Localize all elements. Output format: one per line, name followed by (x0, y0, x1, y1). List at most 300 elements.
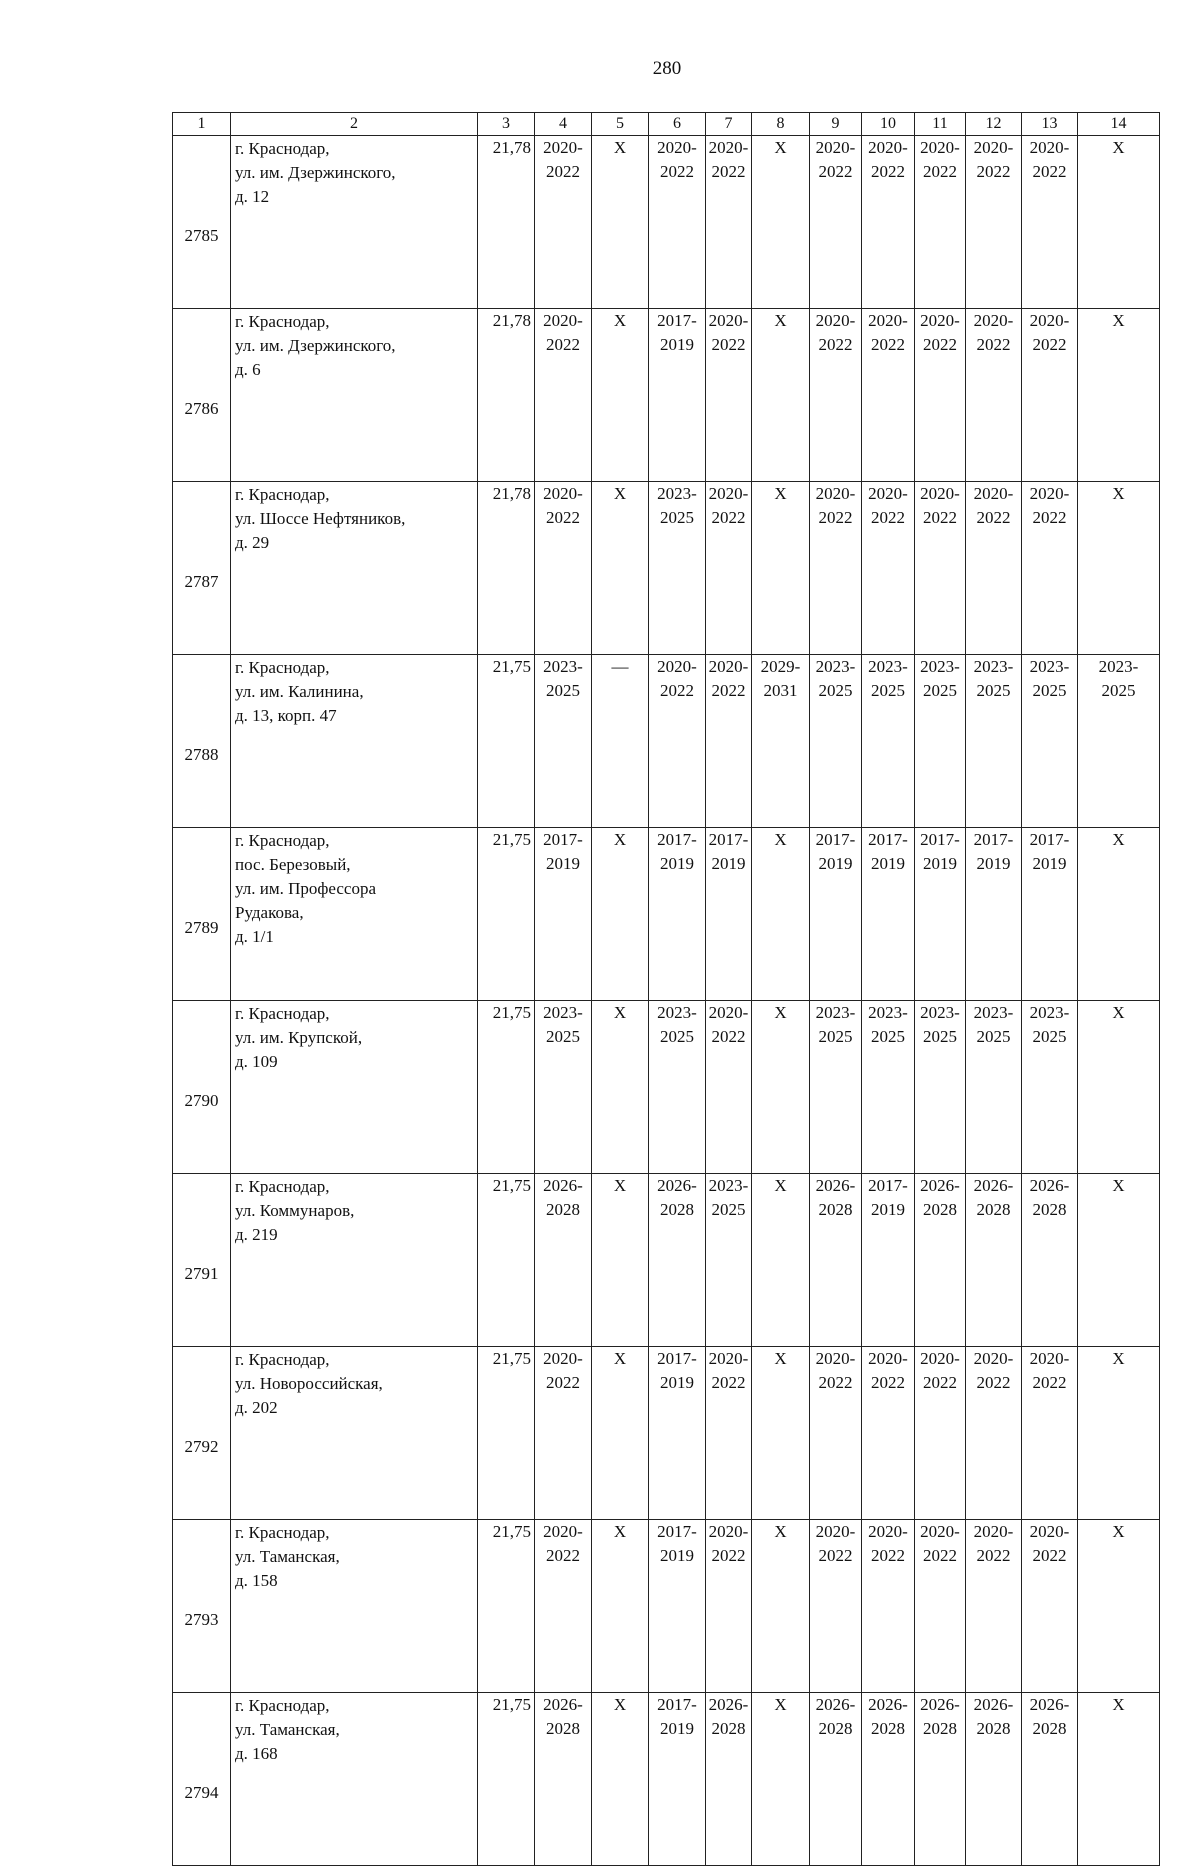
period-line: 2022 (976, 508, 1011, 527)
address-line: д. 168 (235, 1744, 278, 1763)
address-cell (231, 1520, 478, 1693)
period-line: 2022 (976, 335, 1011, 354)
period-line: 2026- (1029, 1176, 1070, 1195)
row-number: 2785 (173, 136, 231, 309)
period-line: 2017- (815, 830, 856, 849)
period-cell (535, 1001, 592, 1174)
row-number: 2792 (173, 1347, 231, 1520)
mark-cell (592, 309, 649, 482)
period-line: 2020- (708, 1003, 749, 1022)
address-line: ул. им. Крупской, (235, 1028, 363, 1047)
mark-cell (752, 1001, 810, 1174)
period-line: 2017- (920, 830, 960, 849)
period-line: 2020- (1029, 484, 1070, 503)
period-line: 2020- (920, 1522, 960, 1541)
row-number: 2789 (173, 828, 231, 1001)
period-cell (649, 1174, 706, 1347)
period-line: 2020- (815, 484, 856, 503)
period-line: 2028 (923, 1200, 957, 1219)
mark-cell (592, 482, 649, 655)
period-line: 2023- (973, 1003, 1014, 1022)
mark-text: X (1112, 1695, 1125, 1714)
period-cell (649, 1001, 706, 1174)
period-cell (810, 136, 862, 309)
period-line: 2026- (973, 1176, 1014, 1195)
column-number: 5 (592, 113, 649, 136)
period-cell (706, 1174, 752, 1347)
address-cell (231, 309, 478, 482)
period-line: 2022 (818, 1546, 853, 1565)
address-line: г. Краснодар, (235, 1177, 330, 1196)
address-line: г. Краснодар, (235, 1004, 330, 1023)
period-cell (966, 1520, 1022, 1693)
period-cell (915, 136, 966, 309)
period-cell (706, 482, 752, 655)
period-line: 2028 (546, 1719, 580, 1738)
period-line: 2028 (976, 1719, 1011, 1738)
value-cell: 21,75 (478, 1693, 535, 1866)
column-number: 11 (915, 113, 966, 136)
address-cell (231, 1174, 478, 1347)
period-line: 2026- (920, 1695, 960, 1714)
period-line: 2023- (920, 657, 960, 676)
mark-text: X (613, 1003, 627, 1022)
address-line: ул. Таманская, (235, 1720, 340, 1739)
period-line: 2023- (1029, 657, 1070, 676)
address-line: ул. Коммунаров, (235, 1201, 355, 1220)
period-line: 2023- (1029, 1003, 1070, 1022)
period-line: 2017- (657, 1522, 697, 1541)
period-line: 2019 (546, 854, 580, 873)
address-line: ул. Новороссийская, (235, 1374, 383, 1393)
period-line: 2019 (660, 1546, 694, 1565)
address-line: г. Краснодар, (235, 139, 330, 158)
address-line: д. 29 (235, 533, 270, 552)
period-line: 2022 (1032, 1546, 1067, 1565)
period-line: 2019 (660, 1373, 694, 1392)
period-line: 2023- (657, 484, 697, 503)
period-cell (706, 828, 752, 1001)
period-cell (1022, 482, 1078, 655)
period-cell (706, 1520, 752, 1693)
period-line: 2020- (815, 138, 856, 157)
address-line: д. 6 (235, 360, 261, 379)
period-line: 2020- (657, 138, 697, 157)
table-row (173, 655, 1160, 828)
period-line: 2017- (657, 1695, 697, 1714)
value-cell: 21,75 (478, 1174, 535, 1347)
mark-cell (752, 828, 810, 1001)
period-line: 2026- (708, 1695, 749, 1714)
period-cell (1078, 655, 1160, 828)
period-line: 2022 (923, 1546, 957, 1565)
period-cell (862, 1174, 915, 1347)
column-number: 1 (173, 113, 231, 136)
mark-cell (592, 1347, 649, 1520)
period-line: 2025 (818, 681, 853, 700)
address-cell (231, 655, 478, 828)
table-row (173, 1520, 1160, 1693)
period-line: 2019 (711, 854, 746, 873)
period-line: 2022 (976, 162, 1011, 181)
mark-cell (752, 136, 810, 309)
period-line: 2022 (871, 508, 905, 527)
period-line: 2017- (868, 1176, 908, 1195)
period-line: 2025 (711, 1200, 746, 1219)
mark-text: X (613, 1176, 627, 1195)
period-line: 2022 (818, 508, 853, 527)
value-cell: 21,75 (478, 1001, 535, 1174)
period-line: 2020- (708, 138, 749, 157)
period-cell (706, 1001, 752, 1174)
period-line: 2028 (546, 1200, 580, 1219)
period-line: 2019 (660, 1719, 694, 1738)
period-cell (862, 309, 915, 482)
period-cell (1022, 1520, 1078, 1693)
period-cell (966, 1347, 1022, 1520)
period-line: 2020- (708, 484, 749, 503)
period-line: 2019 (660, 335, 694, 354)
mark-text: X (613, 138, 627, 157)
period-line: 2026- (815, 1176, 856, 1195)
period-line: 2022 (1032, 508, 1067, 527)
mark-text: X (613, 1522, 627, 1541)
period-line: 2028 (976, 1200, 1011, 1219)
period-cell (535, 136, 592, 309)
period-line: 2022 (923, 508, 957, 527)
period-cell (810, 482, 862, 655)
address-line: ул. им. Профессора (235, 879, 376, 898)
period-line: 2020- (973, 311, 1014, 330)
address-line: ул. Таманская, (235, 1547, 340, 1566)
period-line: 2026- (543, 1695, 583, 1714)
row-number: 2788 (173, 655, 231, 828)
address-line: д. 219 (235, 1225, 278, 1244)
address-line: г. Краснодар, (235, 1523, 330, 1542)
mark-text: X (1112, 1522, 1125, 1541)
period-cell (862, 1347, 915, 1520)
value-cell: 21,78 (478, 136, 535, 309)
period-line: 2020- (920, 484, 960, 503)
mark-text: X (774, 1349, 787, 1368)
period-cell (810, 1347, 862, 1520)
address-line: д. 1/1 (235, 927, 274, 946)
period-line: 2020- (815, 1349, 856, 1368)
value-cell: 21,75 (478, 1520, 535, 1693)
mark-text: X (774, 830, 787, 849)
period-cell (915, 1693, 966, 1866)
period-line: 2020- (868, 1349, 908, 1368)
mark-cell (752, 1520, 810, 1693)
mark-text: X (613, 830, 627, 849)
column-number: 14 (1078, 113, 1160, 136)
row-number: 2787 (173, 482, 231, 655)
period-line: 2020- (543, 138, 583, 157)
mark-text: X (1112, 1003, 1125, 1022)
period-line: 2025 (660, 508, 694, 527)
period-line: 2017- (657, 830, 697, 849)
period-line: 2022 (1032, 335, 1067, 354)
period-cell (862, 136, 915, 309)
column-number: 13 (1022, 113, 1078, 136)
table-body (173, 113, 1160, 1866)
period-line: 2020- (920, 138, 960, 157)
period-line: 2020- (1029, 311, 1070, 330)
column-number: 7 (706, 113, 752, 136)
period-line: 2026- (1029, 1695, 1070, 1714)
period-line: 2022 (711, 1027, 746, 1046)
table-row (173, 1174, 1160, 1347)
period-line: 2019 (871, 854, 905, 873)
period-cell (1022, 1693, 1078, 1866)
address-line: ул. им. Дзержинского, (235, 163, 396, 182)
period-line: 2022 (871, 1546, 905, 1565)
address-line: г. Краснодар, (235, 831, 330, 850)
mark-text: X (613, 1349, 627, 1368)
period-line: 2017- (708, 830, 749, 849)
period-cell (862, 1520, 915, 1693)
period-line: 2020- (973, 484, 1014, 503)
column-number: 3 (478, 113, 535, 136)
period-line: 2017- (657, 1349, 697, 1368)
mark-cell (1078, 482, 1160, 655)
table-row (173, 1001, 1160, 1174)
period-line: 2023- (815, 657, 856, 676)
period-cell (649, 1693, 706, 1866)
period-line: 2023- (973, 657, 1014, 676)
value-cell: 21,78 (478, 482, 535, 655)
mark-cell (592, 136, 649, 309)
mark-cell (1078, 1174, 1160, 1347)
mark-cell (592, 1174, 649, 1347)
mark-text: X (1112, 311, 1125, 330)
period-cell (915, 482, 966, 655)
row-number: 2790 (173, 1001, 231, 1174)
period-line: 2028 (818, 1719, 853, 1738)
period-cell (966, 1174, 1022, 1347)
period-line: 2028 (711, 1719, 746, 1738)
table-row (173, 136, 1160, 309)
column-number-row (173, 113, 1160, 136)
mark-cell (1078, 136, 1160, 309)
period-line: 2020- (708, 1522, 749, 1541)
period-line: 2020- (868, 311, 908, 330)
period-cell (966, 482, 1022, 655)
mark-text: X (774, 311, 787, 330)
period-line: 2020- (708, 657, 749, 676)
period-line: 2020- (1029, 138, 1070, 157)
address-cell (231, 482, 478, 655)
period-cell (966, 1001, 1022, 1174)
mark-cell (1078, 1693, 1160, 1866)
period-cell (862, 1001, 915, 1174)
column-number: 9 (810, 113, 862, 136)
period-line: 2025 (546, 1027, 580, 1046)
period-line: 2022 (871, 162, 905, 181)
period-line: 2025 (923, 681, 957, 700)
period-line: 2022 (923, 1373, 957, 1392)
period-line: 2020- (815, 311, 856, 330)
period-line: 2026- (973, 1695, 1014, 1714)
period-line: 2020- (868, 138, 908, 157)
period-cell (966, 655, 1022, 828)
period-line: 2023- (920, 1003, 960, 1022)
period-cell (706, 1347, 752, 1520)
period-line: 2028 (818, 1200, 853, 1219)
period-line: 2023- (708, 1176, 749, 1195)
period-line: 2026- (657, 1176, 697, 1195)
address-line: ул. Шоссе Нефтяников, (235, 509, 406, 528)
address-cell (231, 136, 478, 309)
period-line: 2025 (1032, 1027, 1067, 1046)
mark-text: X (774, 1695, 787, 1714)
mark-text: X (1112, 830, 1125, 849)
mark-text: X (613, 1695, 627, 1714)
period-cell (915, 1001, 966, 1174)
period-cell (535, 482, 592, 655)
period-line: 2022 (711, 162, 746, 181)
period-line: 2029- (760, 657, 801, 676)
period-cell (1022, 1001, 1078, 1174)
period-line: 2020- (543, 1349, 583, 1368)
table-row (173, 828, 1160, 1001)
address-line: г. Краснодар, (235, 485, 330, 504)
period-cell (706, 309, 752, 482)
period-cell (966, 136, 1022, 309)
period-cell (915, 1347, 966, 1520)
period-line: 2025 (546, 681, 580, 700)
period-line: 2020- (708, 1349, 749, 1368)
period-cell (915, 1174, 966, 1347)
address-line: д. 202 (235, 1398, 278, 1417)
value-cell: 21,78 (478, 309, 535, 482)
mark-cell (1078, 309, 1160, 482)
mark-cell (592, 1001, 649, 1174)
value-cell: 21,75 (478, 655, 535, 828)
table-row (173, 482, 1160, 655)
period-cell (649, 1347, 706, 1520)
mark-text: X (774, 1522, 787, 1541)
period-cell (915, 1520, 966, 1693)
mark-cell (1078, 828, 1160, 1001)
column-number: 2 (231, 113, 478, 136)
period-cell (810, 1520, 862, 1693)
period-cell (1022, 309, 1078, 482)
mark-text: X (1112, 484, 1125, 503)
period-line: 2026- (543, 1176, 583, 1195)
period-line: 2019 (976, 854, 1011, 873)
period-cell (535, 1174, 592, 1347)
mark-cell (1078, 1347, 1160, 1520)
period-line: 2022 (711, 1546, 746, 1565)
row-number: 2791 (173, 1174, 231, 1347)
period-line: 2025 (976, 681, 1011, 700)
period-line: 2017- (657, 311, 697, 330)
period-line: 2028 (871, 1719, 905, 1738)
address-line: д. 12 (235, 187, 270, 206)
period-cell (966, 828, 1022, 1001)
period-line: 2025 (871, 681, 905, 700)
period-line: 2020- (657, 657, 697, 676)
period-cell (810, 655, 862, 828)
address-line: Рудакова, (235, 903, 304, 922)
period-cell (810, 1001, 862, 1174)
table-row (173, 1347, 1160, 1520)
period-cell (706, 136, 752, 309)
period-line: 2023- (543, 657, 583, 676)
period-line: 2022 (711, 508, 746, 527)
period-line: 2025 (660, 1027, 694, 1046)
period-cell (810, 309, 862, 482)
period-line: 2025 (818, 1027, 853, 1046)
period-cell (966, 309, 1022, 482)
mark-text: X (774, 484, 787, 503)
mark-cell (752, 1347, 810, 1520)
period-line: 2019 (1032, 854, 1067, 873)
period-cell (1022, 1174, 1078, 1347)
period-line: 2022 (1032, 1373, 1067, 1392)
register-table (172, 112, 1160, 1866)
address-cell (231, 1347, 478, 1520)
period-cell (1022, 136, 1078, 309)
period-cell (649, 655, 706, 828)
period-cell (706, 655, 752, 828)
column-number: 8 (752, 113, 810, 136)
period-line: 2022 (711, 335, 746, 354)
period-line: 2022 (871, 1373, 905, 1392)
address-line: г. Краснодар, (235, 1350, 330, 1369)
address-line: г. Краснодар, (235, 658, 330, 677)
period-line: 2022 (976, 1373, 1011, 1392)
mark-text: — (611, 657, 629, 676)
period-line: 2022 (546, 162, 580, 181)
period-line: 2025 (1101, 681, 1136, 700)
period-line: 2022 (546, 335, 580, 354)
period-line: 2017- (543, 830, 583, 849)
period-cell (810, 828, 862, 1001)
mark-text: X (1112, 1349, 1125, 1368)
period-cell (1022, 1347, 1078, 1520)
period-line: 2022 (660, 162, 694, 181)
mark-text: X (613, 484, 627, 503)
period-line: 2022 (546, 508, 580, 527)
period-cell (535, 1347, 592, 1520)
period-line: 2028 (1032, 1719, 1067, 1738)
period-cell (966, 1693, 1022, 1866)
period-line: 2020- (708, 311, 749, 330)
period-cell (535, 309, 592, 482)
row-number: 2794 (173, 1693, 231, 1866)
column-number: 10 (862, 113, 915, 136)
table-row (173, 1693, 1160, 1866)
period-line: 2022 (546, 1546, 580, 1565)
mark-text: X (774, 1176, 787, 1195)
mark-cell (592, 828, 649, 1001)
period-line: 2017- (868, 830, 908, 849)
period-cell (649, 309, 706, 482)
period-cell (862, 655, 915, 828)
period-line: 2022 (871, 335, 905, 354)
period-line: 2020- (543, 484, 583, 503)
period-line: 2017- (973, 830, 1014, 849)
period-cell (810, 1174, 862, 1347)
period-cell (915, 828, 966, 1001)
period-line: 2026- (920, 1176, 960, 1195)
address-cell (231, 828, 478, 1001)
mark-text: X (1112, 1176, 1125, 1195)
period-line: 2020- (1029, 1349, 1070, 1368)
period-line: 2023- (543, 1003, 583, 1022)
